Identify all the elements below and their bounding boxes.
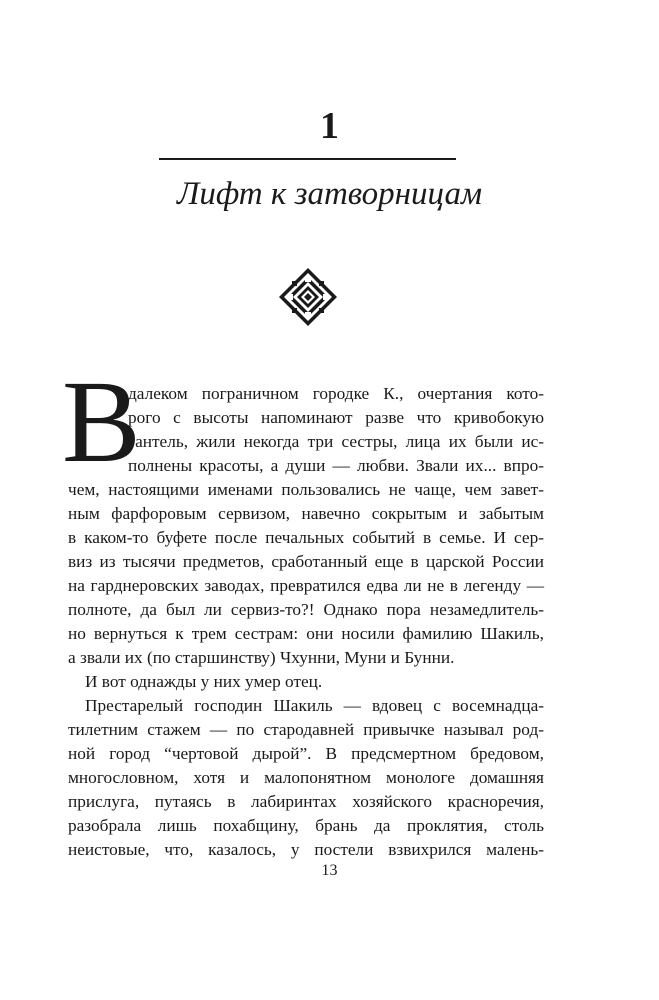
- text-line: чем, настоящими именами пользовались не чаще, чем завет-: [68, 480, 544, 499]
- text-line: гантель, жили некогда три сестры, лица их были ис-: [128, 432, 544, 451]
- text-line: в каком-то буфете после печальных событий в семье. И сер-: [68, 528, 544, 547]
- text-line: неистовые, что, казалось, у постели взвихрился малень-: [68, 840, 544, 859]
- drop-cap: В: [62, 356, 141, 487]
- text-line: но вернуться к трем сестрам: они носили фамилию Шакиль,: [68, 624, 544, 643]
- text-line: на гарднеровских заводах, превратился едва ли не в легенду —: [68, 576, 544, 595]
- text-line: Престарелый господин Шакиль — вдовец с восемнадца-: [85, 696, 544, 715]
- ornament-icon: [279, 268, 337, 326]
- text-line: ным фарфоровым сервизом, навечно сокрытым и забытым: [68, 504, 544, 523]
- page-number: 13: [321, 862, 338, 879]
- text-line: многословном, хотя и малопонятном монологе домашняя: [68, 768, 544, 787]
- text-line: виз из тысячи предметов, сработанный еще в царской России: [68, 552, 544, 571]
- text-line: а звали их (по старшинству) Чхунни, Муни и Бунни.: [68, 648, 455, 667]
- text-line: ной город “чертовой дырой”. В предсмертном бредовом,: [68, 744, 544, 763]
- chapter-title: Лифт к затворницам: [176, 176, 483, 212]
- text-line: полноте, да был ли сервиз-то?! Однако пора незамедлитель-: [68, 600, 544, 619]
- text-line: И вот однажды у них умер отец.: [85, 672, 323, 691]
- text-line: рого с высоты напоминают разве что кривобокую: [128, 408, 544, 427]
- chapter-number: 1: [320, 105, 339, 147]
- text-line: разобрала лишь похабщину, брань да проклятия, столь: [68, 816, 544, 835]
- text-line: далеком пограничном городке К., очертания кото-: [128, 384, 544, 403]
- text-line: тилетним стажем — по стародавней привычке называл род-: [68, 720, 544, 739]
- chapter-divider: [159, 158, 456, 160]
- text-line: полнены красоты, а души — любви. Звали их... впро-: [128, 456, 544, 475]
- text-line: прислуга, путаясь в лабиринтах хозяйского красноречия,: [68, 792, 544, 811]
